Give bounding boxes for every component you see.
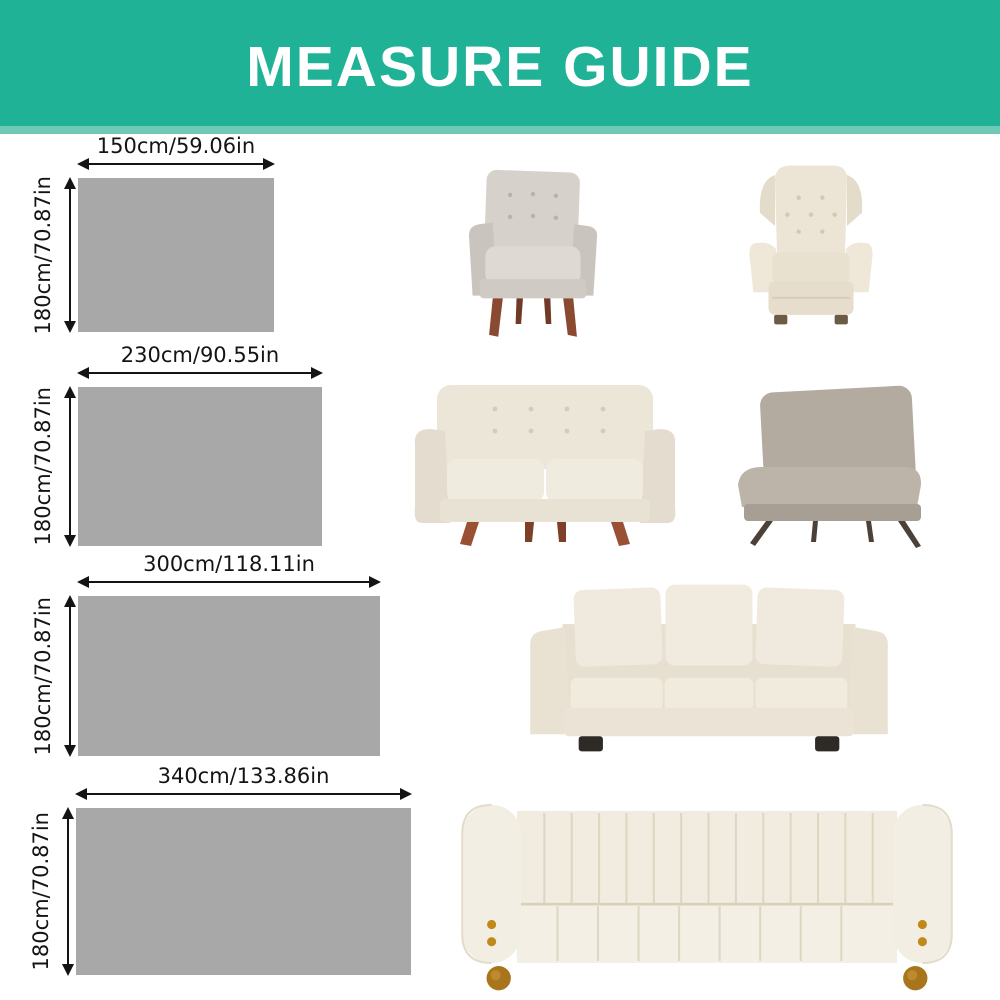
tufted-armchair-image <box>420 162 646 345</box>
header-banner <box>0 0 1000 134</box>
loveseat-sofa-image <box>392 373 698 548</box>
wingback-recliner-image <box>712 158 910 347</box>
width-label: 340cm/133.86in <box>157 764 330 788</box>
width-label: 230cm/90.55in <box>120 343 280 367</box>
width-arrow <box>78 367 322 379</box>
height-label: 180cm/70.87in <box>29 812 53 971</box>
height-arrow <box>64 178 76 332</box>
height-arrow <box>64 596 76 756</box>
armless-sofa-illustration <box>706 383 960 548</box>
tufted-armchair-illustration <box>420 162 646 345</box>
width-arrow <box>76 788 411 800</box>
height-label: 180cm/70.87in <box>31 596 55 756</box>
loveseat-illustration <box>392 373 698 548</box>
height-arrow <box>64 387 76 546</box>
width-arrow <box>78 576 380 588</box>
width-arrow <box>78 158 274 170</box>
page-title: MEASURE GUIDE <box>246 35 754 99</box>
three-seat-sofa-image <box>512 570 906 760</box>
height-label: 180cm/70.87in <box>31 387 55 546</box>
height-label: 180cm/70.87in <box>31 175 55 335</box>
size-row-300cm <box>0 552 1000 765</box>
width-label: 300cm/118.11in <box>143 552 315 576</box>
size-row-340cm <box>0 765 1000 1000</box>
fabric-swatch <box>78 596 380 756</box>
height-arrow <box>62 808 74 975</box>
fabric-swatch <box>76 808 411 975</box>
three-seat-sofa-illustration <box>512 570 906 760</box>
channel-tufted-sofa-image <box>446 780 968 998</box>
armless-sofa-image <box>706 383 960 548</box>
size-row-150cm <box>0 134 1000 345</box>
channel-tufted-sofa-illustration <box>446 780 968 998</box>
size-row-230cm <box>0 345 1000 555</box>
wingback-recliner-illustration <box>712 158 910 347</box>
fabric-swatch <box>78 387 322 546</box>
width-label: 150cm/59.06in <box>96 134 256 158</box>
fabric-swatch <box>78 178 274 332</box>
